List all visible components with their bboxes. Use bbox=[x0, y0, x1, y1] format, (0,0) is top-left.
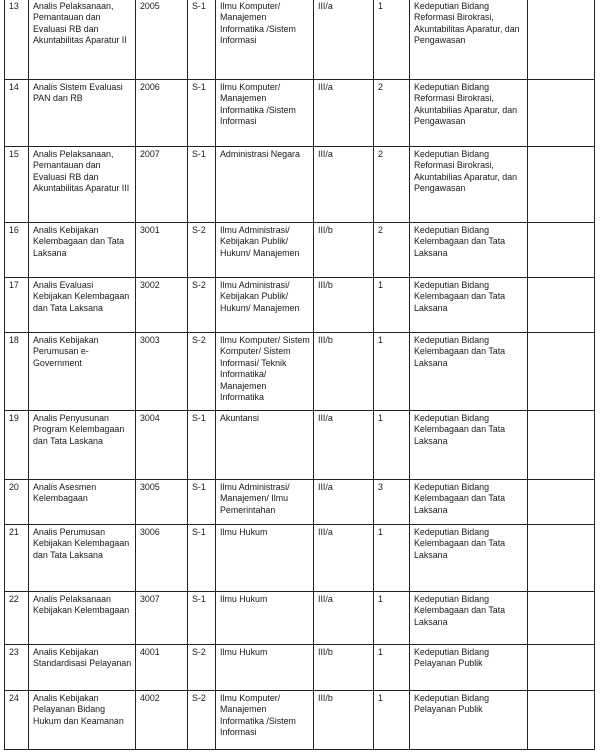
cell-golongan: III/b bbox=[314, 223, 374, 278]
cell-no: 17 bbox=[5, 278, 29, 333]
cell-keterangan bbox=[528, 80, 595, 147]
cell-golongan: III/a bbox=[314, 411, 374, 480]
cell-pendidikan: S-2 bbox=[188, 645, 216, 691]
table-row bbox=[5, 480, 595, 525]
table-row bbox=[5, 278, 595, 333]
document-page bbox=[4, 0, 594, 750]
cell-kode: 2006 bbox=[136, 80, 188, 147]
cell-kode: 3006 bbox=[136, 525, 188, 592]
cell-pendidikan: S-2 bbox=[188, 333, 216, 411]
cell-pendidikan: S-1 bbox=[188, 525, 216, 592]
cell-no: 16 bbox=[5, 223, 29, 278]
table-row bbox=[5, 525, 595, 592]
cell-jumlah: 1 bbox=[374, 592, 410, 645]
cell-keterangan bbox=[528, 691, 595, 750]
cell-unit: Kedeputian Bidang Reformasi Birokrasi, Akuntabilias Aparatur, dan Pengawasan bbox=[410, 80, 528, 147]
table-row bbox=[5, 80, 595, 147]
cell-no: 23 bbox=[5, 645, 29, 691]
cell-golongan: III/b bbox=[314, 278, 374, 333]
cell-pendidikan: S-2 bbox=[188, 278, 216, 333]
cell-kode: 2007 bbox=[136, 147, 188, 223]
cell-jurusan: Ilmu Hukum bbox=[216, 645, 314, 691]
cell-jumlah: 2 bbox=[374, 223, 410, 278]
cell-keterangan bbox=[528, 411, 595, 480]
cell-jabatan: Analis Pelaksanaan, Pemantauan dan Evaluasi RB dan Akuntabilitas Aparatur II bbox=[29, 0, 136, 80]
cell-kode: 3001 bbox=[136, 223, 188, 278]
cell-kode: 3002 bbox=[136, 278, 188, 333]
table-row bbox=[5, 223, 595, 278]
cell-jabatan: Analis Asesmen Kelembagaan bbox=[29, 480, 136, 525]
cell-unit: Kedeputian Bidang Kelembagaan dan Tata Laksana bbox=[410, 592, 528, 645]
cell-jumlah: 1 bbox=[374, 525, 410, 592]
cell-golongan: III/a bbox=[314, 480, 374, 525]
cell-unit: Kedeputian Bidang Kelembagaan dan Tata Laksana bbox=[410, 223, 528, 278]
cell-keterangan bbox=[528, 480, 595, 525]
cell-unit: Kedeputian Bidang Kelembagaan dan Tata Laksana bbox=[410, 480, 528, 525]
cell-golongan: III/b bbox=[314, 333, 374, 411]
cell-jurusan: Ilmu Komputer/ Manajemen Informatika /Sistem Informasi bbox=[216, 80, 314, 147]
cell-jumlah: 2 bbox=[374, 147, 410, 223]
cell-kode: 3004 bbox=[136, 411, 188, 480]
cell-kode: 3005 bbox=[136, 480, 188, 525]
cell-jabatan: Analis Pelaksanaan, Pemantauan dan Evaluasi RB dan Akuntabilitas Aparatur III bbox=[29, 147, 136, 223]
cell-jumlah: 1 bbox=[374, 411, 410, 480]
cell-jurusan: Ilmu Komputer/ Sistem Komputer/ Sistem Informasi/ Teknik Informatika/ Manajemen Informatika bbox=[216, 333, 314, 411]
cell-no: 21 bbox=[5, 525, 29, 592]
cell-jabatan: Analis Sistem Evaluasi PAN dan RB bbox=[29, 80, 136, 147]
cell-jurusan: Ilmu Komputer/ Manajemen Informatika /Sistem Informasi bbox=[216, 691, 314, 750]
cell-kode: 4001 bbox=[136, 645, 188, 691]
cell-keterangan bbox=[528, 223, 595, 278]
table-row bbox=[5, 0, 595, 80]
cell-jabatan: Analis Kebijakan Standardisasi Pelayanan bbox=[29, 645, 136, 691]
cell-unit: Kedeputian Bidang Kelembagaan dan Tata Laksana bbox=[410, 525, 528, 592]
cell-jumlah: 1 bbox=[374, 691, 410, 750]
table-row bbox=[5, 333, 595, 411]
cell-jabatan: Analis Kebijakan Pelayanan Bidang Hukum dan Keamanan bbox=[29, 691, 136, 750]
cell-unit: Kedeputian Bidang Kelembagaan dan Tata Laksana bbox=[410, 333, 528, 411]
cell-no: 19 bbox=[5, 411, 29, 480]
cell-jurusan: Ilmu Administrasi/ Manajemen/ Ilmu Pemerintahan bbox=[216, 480, 314, 525]
cell-no: 13 bbox=[5, 0, 29, 80]
formasi-table bbox=[4, 0, 595, 750]
cell-pendidikan: S-1 bbox=[188, 147, 216, 223]
cell-unit: Kedeputian Bidang Kelembagaan dan Tata Laksana bbox=[410, 411, 528, 480]
cell-no: 15 bbox=[5, 147, 29, 223]
table-row bbox=[5, 645, 595, 691]
cell-pendidikan: S-2 bbox=[188, 691, 216, 750]
cell-pendidikan: S-1 bbox=[188, 480, 216, 525]
cell-jabatan: Analis Kebijakan Kelembagaan dan Tata Laksana bbox=[29, 223, 136, 278]
cell-no: 14 bbox=[5, 80, 29, 147]
table-row bbox=[5, 691, 595, 750]
cell-jumlah: 2 bbox=[374, 80, 410, 147]
cell-unit: Kedeputian Bidang Kelembagaan dan Tata Laksana bbox=[410, 278, 528, 333]
cell-unit: Kedeputian Bidang Pelayanan Publik bbox=[410, 691, 528, 750]
cell-golongan: III/a bbox=[314, 80, 374, 147]
cell-jabatan: Analis Evaluasi Kebijakan Kelembagaan dan Tata Laksana bbox=[29, 278, 136, 333]
table-row bbox=[5, 411, 595, 480]
cell-pendidikan: S-2 bbox=[188, 223, 216, 278]
cell-golongan: III/b bbox=[314, 691, 374, 750]
cell-golongan: III/a bbox=[314, 525, 374, 592]
cell-pendidikan: S-1 bbox=[188, 411, 216, 480]
cell-jurusan: Ilmu Komputer/ Manajemen Informatika /Sistem Informasi bbox=[216, 0, 314, 80]
cell-jurusan: Akuntansi bbox=[216, 411, 314, 480]
cell-jabatan: Analis Kebijakan Perumusan e-Government bbox=[29, 333, 136, 411]
cell-jurusan: Ilmu Hukum bbox=[216, 525, 314, 592]
cell-keterangan bbox=[528, 645, 595, 691]
cell-unit: Kedeputian Bidang Reformasi Birokrasi, Akuntabilitas Aparatur, dan Pengawasan bbox=[410, 0, 528, 80]
cell-pendidikan: S-1 bbox=[188, 0, 216, 80]
cell-kode: 3007 bbox=[136, 592, 188, 645]
cell-keterangan bbox=[528, 147, 595, 223]
cell-keterangan bbox=[528, 0, 595, 80]
cell-pendidikan: S-1 bbox=[188, 80, 216, 147]
table-body bbox=[5, 0, 595, 750]
cell-jurusan: Ilmu Administrasi/ Kebijakan Publik/ Hukum/ Manajemen bbox=[216, 278, 314, 333]
cell-jumlah: 3 bbox=[374, 480, 410, 525]
cell-no: 24 bbox=[5, 691, 29, 750]
cell-kode: 3003 bbox=[136, 333, 188, 411]
cell-jabatan: Analis Penyusunan Program Kelembagaan dan Tata Laskana bbox=[29, 411, 136, 480]
cell-keterangan bbox=[528, 525, 595, 592]
table-row bbox=[5, 592, 595, 645]
cell-golongan: III/a bbox=[314, 592, 374, 645]
cell-unit: Kedeputian Bidang Pelayanan Publik bbox=[410, 645, 528, 691]
cell-jurusan: Administrasi Negara bbox=[216, 147, 314, 223]
cell-keterangan bbox=[528, 278, 595, 333]
cell-no: 18 bbox=[5, 333, 29, 411]
cell-kode: 4002 bbox=[136, 691, 188, 750]
cell-golongan: III/b bbox=[314, 645, 374, 691]
cell-unit: Kedeputian Bidang Reformasi Birokrasi, Akuntabilias Aparatur, dan Pengawasan bbox=[410, 147, 528, 223]
cell-no: 20 bbox=[5, 480, 29, 525]
cell-jumlah: 1 bbox=[374, 0, 410, 80]
cell-kode: 2005 bbox=[136, 0, 188, 80]
cell-no: 22 bbox=[5, 592, 29, 645]
cell-jumlah: 1 bbox=[374, 278, 410, 333]
cell-pendidikan: S-1 bbox=[188, 592, 216, 645]
cell-jabatan: Analis Pelaksanaan Kebijakan Kelembagaan bbox=[29, 592, 136, 645]
cell-golongan: III/a bbox=[314, 147, 374, 223]
cell-keterangan bbox=[528, 592, 595, 645]
cell-jabatan: Analis Perumusan Kebijakan Kelembagaan dan Tata Laksana bbox=[29, 525, 136, 592]
cell-jurusan: Ilmu Administrasi/ Kebijakan Publik/ Hukum/ Manajemen bbox=[216, 223, 314, 278]
cell-golongan: III/a bbox=[314, 0, 374, 80]
table-row bbox=[5, 147, 595, 223]
cell-keterangan bbox=[528, 333, 595, 411]
cell-jumlah: 1 bbox=[374, 645, 410, 691]
cell-jumlah: 1 bbox=[374, 333, 410, 411]
cell-jurusan: Ilmu Hukum bbox=[216, 592, 314, 645]
